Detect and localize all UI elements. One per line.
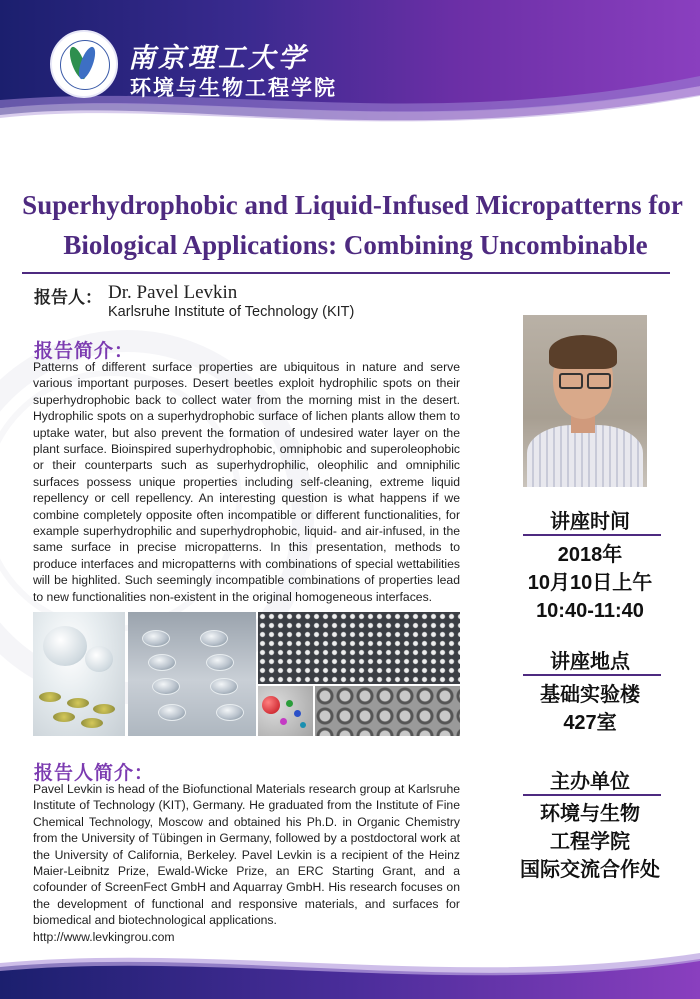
lecture-place-heading: 讲座地点	[550, 651, 630, 673]
footer-wave	[0, 945, 700, 999]
university-seal-icon	[50, 30, 118, 98]
figure-micropattern-grid	[258, 612, 460, 684]
host-line1: 环境与生物	[540, 803, 640, 825]
bio-text	[33, 781, 460, 945]
lecture-building: 基础实验楼	[540, 684, 640, 706]
speaker-label: 报告人：	[34, 288, 102, 307]
title-divider	[22, 272, 670, 274]
host-line2: 工程学院	[550, 831, 630, 853]
lecture-time-block	[510, 541, 670, 625]
host-block	[510, 800, 670, 884]
figure-droplet-array	[33, 612, 125, 736]
lecture-place-block	[510, 681, 670, 737]
research-figures	[33, 612, 460, 736]
abstract-heading: 报告简介：	[34, 341, 135, 362]
time-divider	[523, 534, 661, 536]
lecture-date: 10月10日上午	[527, 572, 653, 594]
lecture-time-heading: 讲座时间	[550, 511, 630, 533]
bio-heading: 报告人简介：	[34, 763, 155, 784]
lecture-year: 2018年	[557, 544, 623, 566]
speaker-name: Dr. Pavel Levkin	[108, 282, 238, 303]
abstract-text: Patterns of different surface properties are ubiquitous in nature and serve various important purposes. Desert beetles exploit hydrophilic spots on their superhydrophobic back to collect water from the morning mist in the desert. Hydrophilic spots on a superhydrophobic surface of lichen plants allow them to uptake water, but also prevent the formation of undesired water layer on the plant surface. Bioinspired superhydrophobic, omniphobic and superoleophobic or their counterparts such as superhydrophilic, oleophilic and omniphilic surfaces possess unique properties including self-cleaning, extreme liquid repellency or cell repellency. An interesting question is what happens if we combine completely opposite often incompatible or different functionalities, for example superhydrophilic and superhydrophobic, liquid- and air-infused, in the same surface in precise micropatterns. In this presentation, methods to produce interfaces and micropatterns with combinations of special wettabilities will be highlited. Such seemingly incompatible combinations of properties lead to new functionalities non-existent in the original homogeneous interfaces.	[33, 360, 460, 604]
speaker-website-link[interactable]: http://www.levkingrou.com	[33, 929, 175, 944]
host-heading: 主办单位	[550, 771, 630, 793]
header-banner	[0, 0, 700, 125]
footer-wave-decoration	[0, 945, 700, 999]
lecture-title-line1: Superhydrophobic and Liquid-Infused Micropatterns for	[22, 190, 683, 220]
lecture-title	[20, 185, 685, 265]
college-name: 环境与生物工程学院	[130, 77, 337, 100]
host-line3: 国际交流合作处	[520, 859, 660, 881]
host-divider	[523, 794, 661, 796]
lecture-time: 10:40-11:40	[536, 600, 644, 622]
figure-colored-droplets	[258, 686, 313, 736]
lecture-room: 427室	[563, 712, 617, 734]
school-name: 南京理工大学	[128, 43, 308, 73]
place-divider	[523, 674, 661, 676]
speaker-photo	[523, 315, 647, 487]
lecture-title-line2: Biological Applications: Combining Uncombinable	[63, 230, 648, 260]
figure-liquid-pads	[128, 612, 256, 736]
bio-paragraph: Pavel Levkin is head of the Biofunctional Materials research group at Karlsruhe Institute of Technology (KIT), Germany. He graduated from the Institute of Fine Chemical Technology, Moscow and obtained his Ph.D. in Organic Chemistry from the University of Tübingen in Germany, followed by a postdoctoral work at the University of California, Berkeley. Pavel Levkin is a recipient of the Heinz Maier-Leibnitz Prize, Ewald-Wicke Prize, an ERC Starting Grant, and a cofounder of ScreenFect GmbH and Aquarray GmbH. His research focuses on the development of functional and responsive materials, and surfaces for biomedical and biotechnological applications.	[33, 782, 460, 928]
speaker-affiliation: Karlsruhe Institute of Technology (KIT)	[108, 304, 355, 320]
figure-honeycomb-surface	[315, 686, 460, 736]
